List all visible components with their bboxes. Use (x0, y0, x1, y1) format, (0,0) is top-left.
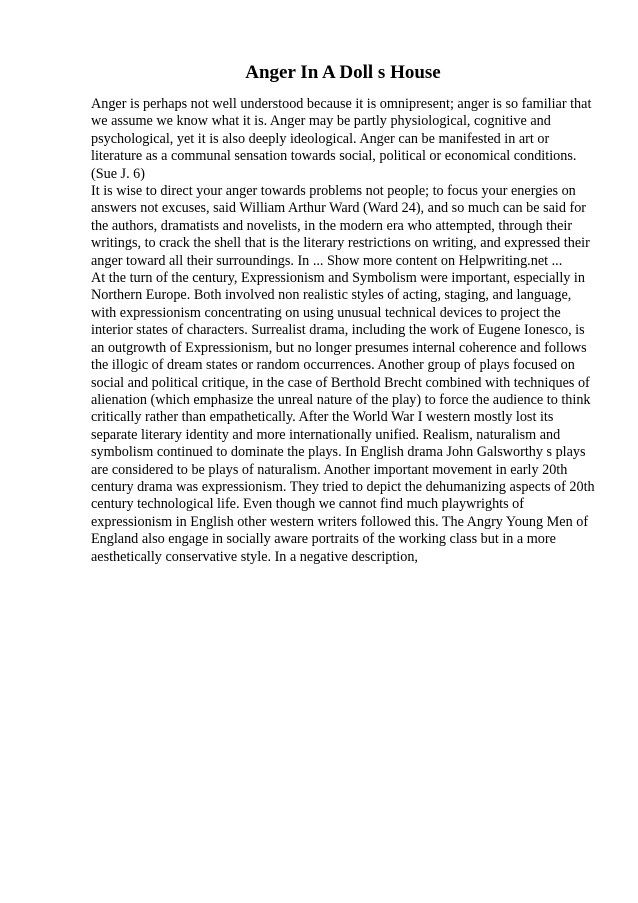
paragraph-1: Anger is perhaps not well understood because it is omnipresent; anger is so familiar that we assume we know what it is. Anger may be partly physiological, cognitive and psychological, yet it is also deeply ideological. Anger can be manifested in art or literature as a communal sensation towards social, political or economical conditions. (Sue J. 6) (91, 96, 592, 182)
paragraph-2: It is wise to direct your anger towards problems not people; to focus your energies on answers not excuses, said William Arthur Ward (Ward 24), and so much can be said for the authors, dramatists and novelists, in the modern era who attempted, through their writings, to crack the shell that is the literary restrictions on writing, and expressed their anger toward all their surroundings. In ... Show more content on Helpwriting.net ... (91, 183, 590, 269)
paragraph-3: At the turn of the century, Expressionism and Symbolism were important, especially in Northern Europe. Both involved non realistic styles of acting, staging, and language, with expressionism concentrating on using unusual technical devices to project the interior states of characters. Surrealist drama, including the work of Eugene Ionesco, is an outgrowth of Expressionism, but no longer presumes internal coherence and follows the illogic of dream states or random occurrences. Another group of plays focused on social and political critique, in the case of Berthold Brecht combined with techniques of alienation (which emphasize the unreal nature of the play) to force the audience to think critically rather than empathetically. After the World War I western mostly lost its separate literary identity and more internationally unified. Realism, naturalism and symbolism continued to dominate the plays. In English drama John Galsworthy s plays are considered to be plays of naturalism. Another important movement in early 20th century drama was expressionism. They tried to depict the dehumanizing aspects of 20th century technological life. Even though we cannot find much playwrights of expressionism in English other western writers followed this. The Angry Young Men of England also engage in socially aware portraits of the working class but in a more aesthetically conservative style. In a negative description, (91, 270, 595, 565)
document-body (91, 96, 598, 566)
document-title: Anger In A Doll s House (245, 62, 441, 83)
